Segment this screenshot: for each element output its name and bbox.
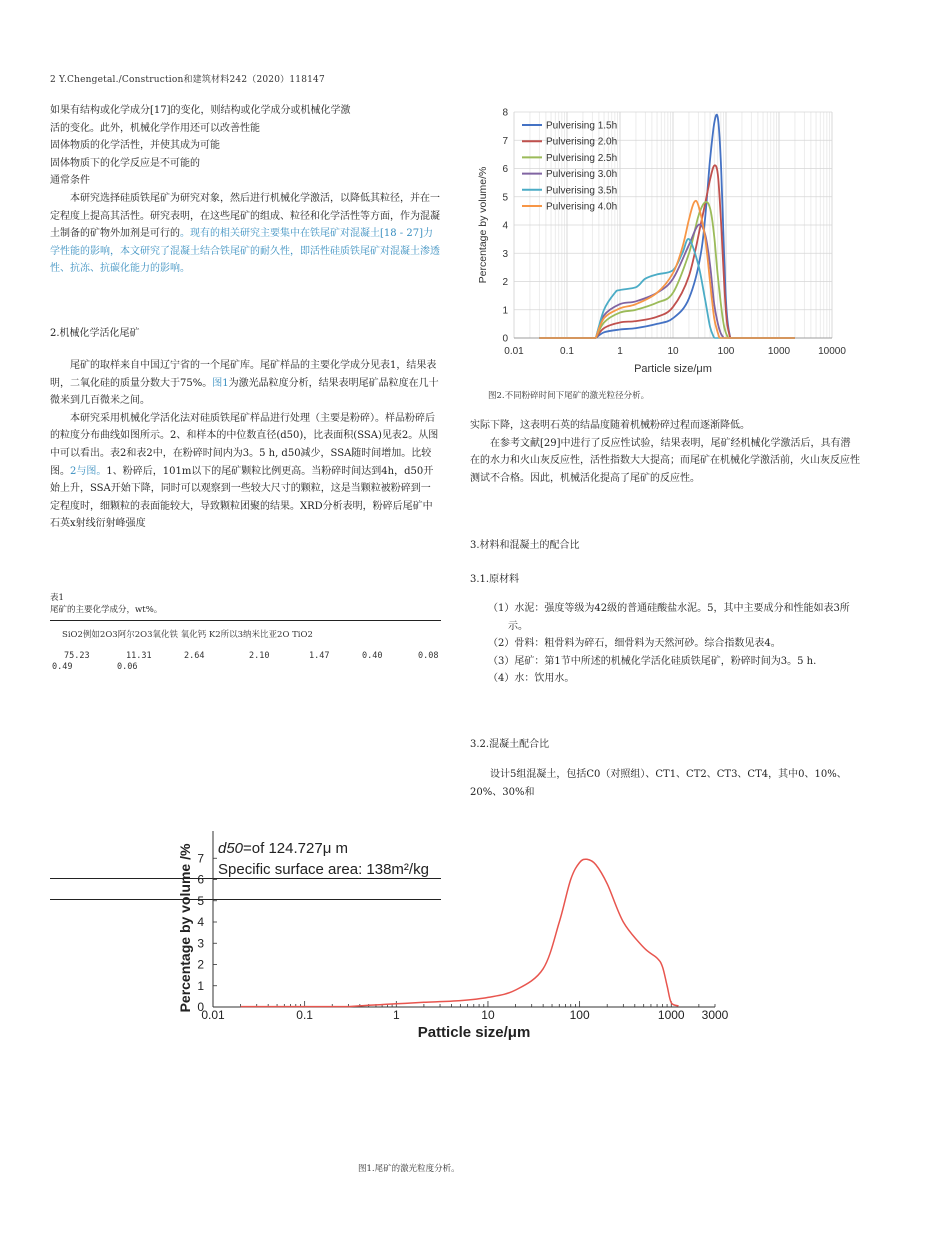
paragraph-activation-text-b: 1、粉碎后，101m以下的尾矿颗粒比例更高。当粉碎时间达到4h，d50开始上升，SSA开始下降，同时可以观察到一些较大尺寸的颗粒，这是当颗粒被粉碎到一定程度时，细颗粒的表面能较大，导致颗粒团聚的结果。XRD分析表明，粉碎后尾矿中石英x射线衍射峰强度 <box>50 465 434 530</box>
list-item: （2）骨料：粗骨料为碎石，细骨料为天然河砂。综合指数见表4。 <box>488 638 781 650</box>
table-1-cell: 0.49 <box>52 662 73 672</box>
x-tick-label: 10000 <box>818 346 846 357</box>
figure-1-chart <box>170 825 750 1045</box>
figure-1-link[interactable]: 图1 <box>212 377 229 389</box>
legend-label: Pulverising 2.0h <box>546 136 618 148</box>
y-axis-label: Percentage by volume/% <box>477 166 489 284</box>
y-tick-label: 5 <box>197 893 204 908</box>
legend-label: Pulverising 3.5h <box>546 185 618 197</box>
y-tick-label: 8 <box>502 107 508 119</box>
paragraph-activation <box>50 410 440 533</box>
annotation-ssa: Specific surface area: 138m²/kg <box>218 861 429 878</box>
annotation-d50 <box>218 840 348 857</box>
table-1-cell: 0.40 <box>362 651 383 661</box>
intro-line-4: 固体物质下的化学反应是不可能的 <box>50 157 200 169</box>
section-3-title: 3.材料和混凝土的配合比 <box>470 540 580 551</box>
paragraph-research-highlight: 。现有的相关研究主要集中在铁尾矿对混凝土[18 - 27]力学性能的影响，本文研究了混凝土结合铁尾矿的耐久性，即活性硅质铁尾矿对混凝土渗透性、抗冻、抗碳化能力的影响。 <box>50 228 440 275</box>
y-tick-label: 3 <box>502 248 508 260</box>
series-line-5 <box>596 239 714 338</box>
annotation-d50-symbol: d50 <box>218 840 244 857</box>
table-1-cell: 0.08 <box>418 651 439 661</box>
left-column <box>50 102 440 278</box>
table-1-top-rule <box>50 620 441 621</box>
x-tick-label: 10 <box>481 1008 495 1022</box>
y-tick-label: 4 <box>197 915 204 929</box>
legend-label: Pulverising 1.5h <box>546 120 618 132</box>
figure-2-link[interactable]: 2与图。 <box>70 465 107 477</box>
paragraph-sampling-text-b: 为激光晶粒度分析，结果表明尾矿晶粒度在几十微米到几百微米之间。 <box>50 377 439 407</box>
x-tick-label: 0.01 <box>201 1008 225 1022</box>
x-tick-label: 100 <box>717 346 735 357</box>
paragraph-sampling <box>50 357 440 410</box>
x-tick-label: 1000 <box>767 346 791 357</box>
legend-label: Pulverising 2.5h <box>546 152 618 164</box>
y-tick-label: 2 <box>197 957 204 972</box>
paragraph-mix <box>470 766 860 801</box>
paragraph-research <box>50 190 440 278</box>
x-tick-label: 3000 <box>701 1008 729 1022</box>
paragraph-sampling-text-a: 尾矿的取样来自中国辽宁省的一个尾矿库。尾矿样品的主要化学成分见表1，结果表明，二氧化硅的质量分数大于75%。 <box>50 360 437 389</box>
paragraph-research-text: 本研究选择硅质铁尾矿为研究对象，然后进行机械化学激活，以降低其粒径，并在一定程度上提高其活性。研究表明，在这些尾矿的组成、粒径和化学活性等方面，作为混凝土制备的矿物外加剂是可行的 <box>50 192 440 240</box>
table-1-cell: 11.31 <box>126 651 152 661</box>
y-tick-label: 4 <box>502 220 508 232</box>
x-tick-label: 100 <box>569 1008 590 1022</box>
figure-2-chart <box>470 100 870 380</box>
legend-label: Pulverising 3.0h <box>546 169 618 181</box>
annotation-d50-value: =of 124.727μ m <box>243 840 348 857</box>
y-tick-label: 7 <box>502 135 508 147</box>
x-tick-label: 0.1 <box>560 346 574 357</box>
y-tick-label: 0 <box>502 333 508 345</box>
paragraph-reactivity: 在参考文献[29]中进行了反应性试验，结果表明，尾矿经机械化学激活后，具有潜在的水力和火山灰反应性，活性指数大大提高；而尾矿在机械化学激活前，火山灰反应性测试不合格。因此，机械活化提高了尾矿的反应性。 <box>470 437 860 484</box>
running-header: 2 Y.Chengetal./Construction和建筑材料242（2020）118147 <box>50 75 325 85</box>
left-column-section2 <box>50 357 440 533</box>
y-tick-label: 7 <box>197 851 204 866</box>
legend-label: Pulverising 4.0h <box>546 201 618 213</box>
series-line <box>348 859 678 1006</box>
section-2-title: 2.机械化学活化尾矿 <box>50 328 140 339</box>
y-tick-label: 2 <box>502 277 508 288</box>
y-tick-label: 0 <box>197 1000 204 1014</box>
paragraph-crystallinity: 实际下降，这表明石英的结晶度随着机械粉碎过程而逐渐降低。 <box>470 420 750 431</box>
y-tick-label: 1 <box>197 978 204 993</box>
x-axis-label: Particle size/μm <box>634 363 712 375</box>
table-1-cell: 2.64 <box>184 651 205 661</box>
y-axis-label: Percentage by volume /% <box>177 843 193 1013</box>
x-tick-label: 10 <box>667 346 679 357</box>
section-3-2-title: 3.2.混凝土配合比 <box>470 739 550 750</box>
table-1-header: SiO2例如2O3阿尔2O3氧化铁 氧化钙 K2所以3纳米比亚2O TiO2 <box>62 630 313 640</box>
list-item: （3）尾矿：第1节中所述的机械化学活化硅质铁尾矿，粉碎时间为3。5 h. <box>488 655 817 667</box>
y-tick-label: 1 <box>502 305 508 317</box>
table-1-label: 表1 <box>50 593 64 603</box>
x-tick-label: 1 <box>617 346 623 357</box>
y-tick-label: 6 <box>197 872 204 887</box>
table-1-cell: 0.06 <box>117 662 138 672</box>
intro-line-5: 通常条件 <box>50 175 90 187</box>
paragraph-activation-text-a: 本研究采用机械化学活化法对硅质铁尾矿样品进行处理（主要是粉碎）。样品粉碎后的粒度分布曲线如图所示。2、和样本的中位数直径(d50)，比表面积(SSA)见表2。从图中可以看出。表2和表2中，在粉碎时间内为3。5 h, d50减少，SSA随时间增加。比较图。 <box>50 412 439 477</box>
x-tick-label: 1 <box>392 1008 400 1022</box>
figure-2-caption: 图2.不同粉碎时间下尾矿的激光粒径分析。 <box>488 391 650 401</box>
table-1-cell: 75.23 <box>64 651 90 661</box>
right-column <box>470 417 860 487</box>
table-1-title: 尾矿的主要化学成分，wt%。 <box>50 605 163 615</box>
figure-1-caption: 图1.尾矿的激光粒度分析。 <box>358 1164 460 1174</box>
y-tick-label: 5 <box>502 192 508 204</box>
y-tick-label: 6 <box>502 164 508 175</box>
y-tick-label: 3 <box>197 936 204 951</box>
list-item: （4）水：饮用水。 <box>488 673 575 685</box>
intro-line-2: 活的变化。此外，机械化学作用还可以改善性能 <box>50 122 260 134</box>
section-3-1-title: 3.1.原材料 <box>470 574 520 585</box>
x-tick-label: 0.01 <box>504 346 524 357</box>
x-tick-label: 0.1 <box>296 1008 313 1022</box>
paragraph-mix-text: 设计5组混凝土，包括C0（对照组）、CT1、CT2、CT3、CT4，其中0、10%、20%、30%和 <box>470 769 847 798</box>
list-item: （1）水泥：强度等级为42级的普通硅酸盐水泥。5，其中主要成分和性能如表3所示。 <box>488 603 850 632</box>
table-1-cell: 2.10 <box>249 651 270 661</box>
intro-line-3: 固体物质的化学活性，并使其成为可能 <box>50 140 220 152</box>
x-tick-label: 1000 <box>657 1008 685 1022</box>
table-1-cell: 1.47 <box>309 651 330 661</box>
x-axis-label: Patticle size/μm <box>417 1024 531 1041</box>
materials-list <box>488 600 860 688</box>
intro-line-1: 如果有结构或化学成分[17]的变化，则结构或化学成分或机械化学激 <box>50 105 351 116</box>
